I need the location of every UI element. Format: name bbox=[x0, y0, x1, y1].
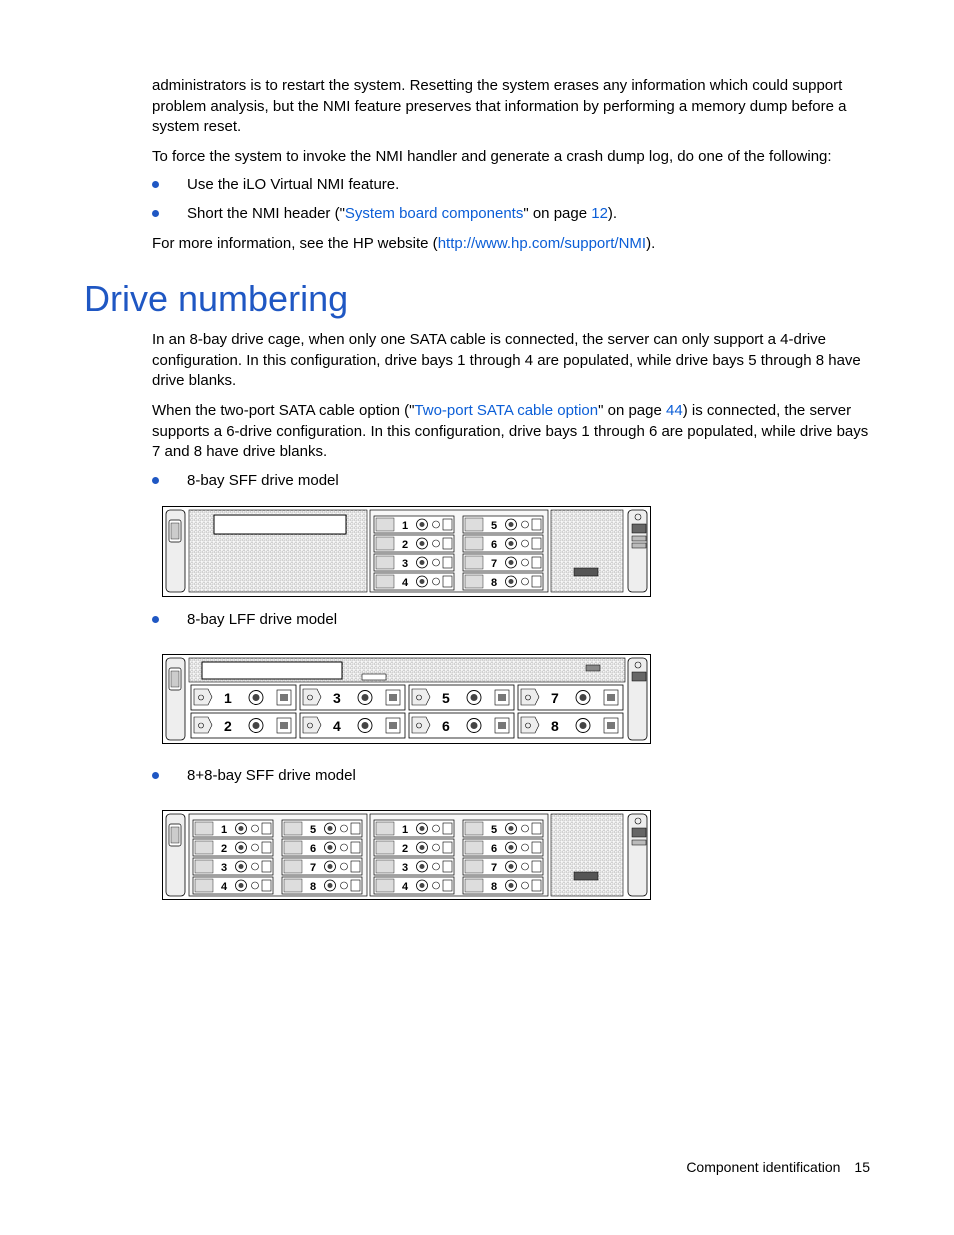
drive-bay-number: 1 bbox=[402, 520, 409, 532]
drive-bay-number: 6 bbox=[491, 843, 498, 855]
drive-bay-number: 4 bbox=[333, 718, 341, 734]
text-fragment: For more information, see the HP website ( bbox=[152, 235, 438, 252]
drive-bay bbox=[374, 877, 454, 894]
drive-bay-number: 2 bbox=[402, 539, 409, 551]
hp-nmi-website-link[interactable]: http://www.hp.com/support/NMI bbox=[437, 235, 647, 252]
drive-bay bbox=[193, 877, 273, 894]
more-info-paragraph bbox=[152, 234, 874, 255]
drive-bay-number: 5 bbox=[442, 690, 450, 706]
drive-bay-number: 8 bbox=[551, 718, 559, 734]
drive-bay bbox=[518, 685, 623, 710]
drive-bay-number: 5 bbox=[491, 520, 498, 532]
text-fragment: ). bbox=[607, 205, 618, 222]
text-fragment: When the two-port SATA cable option (" bbox=[152, 402, 415, 419]
bullet-icon bbox=[152, 181, 159, 188]
bullet-text bbox=[187, 204, 617, 224]
drive-bay bbox=[300, 713, 405, 738]
drive-bay-number: 6 bbox=[491, 539, 498, 551]
text-fragment: Short the NMI header (" bbox=[187, 205, 345, 222]
footer-section-title: Component identification bbox=[686, 1159, 841, 1175]
bullet-icon bbox=[152, 477, 159, 484]
section-heading: Drive numbering bbox=[84, 278, 349, 319]
drive-bay bbox=[374, 535, 454, 552]
drive-bay-number: 1 bbox=[221, 824, 228, 836]
sff-16bay-front-panel-figure bbox=[162, 810, 651, 900]
drive-bay bbox=[463, 516, 543, 533]
drive-bay bbox=[409, 713, 514, 738]
drive-bay bbox=[282, 839, 362, 856]
sff-8bay-front-panel-figure bbox=[162, 506, 651, 597]
drive-bay bbox=[409, 685, 514, 710]
drive-bay bbox=[463, 820, 543, 837]
drive-bay bbox=[374, 858, 454, 875]
drive-bay-number: 5 bbox=[491, 824, 498, 836]
drive-bay-number: 1 bbox=[402, 824, 409, 836]
intro-paragraph: administrators is to restart the system. Resetting the system erases any information which could support problem analysis, but the NMI feature preserves that information by performing a memory dump before a system reset. bbox=[152, 77, 847, 135]
drive-bay-number: 7 bbox=[491, 558, 498, 570]
drive-bay bbox=[374, 839, 454, 856]
drive-bay-number: 3 bbox=[402, 862, 409, 874]
drive-bay bbox=[463, 858, 543, 875]
system-board-components-link[interactable]: System board components bbox=[344, 205, 524, 222]
text-fragment: ) is connected, the server supports a 6-drive configuration. In this configuration, drive bays 1 through 6 are populated, while drive bays 7 and 8 have drive blanks. bbox=[152, 402, 869, 460]
page-44-link[interactable]: 44 bbox=[666, 402, 683, 419]
bullet-text: 8-bay LFF drive model bbox=[187, 611, 338, 628]
drive-bay-number: 7 bbox=[551, 690, 559, 706]
page-footer bbox=[600, 1159, 870, 1175]
page-12-link[interactable]: 12 bbox=[591, 205, 608, 222]
drive-bay-number: 4 bbox=[402, 577, 409, 589]
drive-bay-number: 3 bbox=[402, 558, 409, 570]
drive-bay bbox=[282, 858, 362, 875]
drive-bay bbox=[374, 573, 454, 590]
bullet-icon bbox=[152, 210, 159, 217]
drive-bay bbox=[193, 820, 273, 837]
drive-bay-number: 4 bbox=[402, 881, 409, 893]
drive-bay bbox=[463, 554, 543, 571]
server-front-panel-illustration bbox=[162, 810, 651, 900]
sata-option-paragraph bbox=[152, 401, 874, 463]
drive-bay bbox=[300, 685, 405, 710]
bullet-text: Use the iLO Virtual NMI feature. bbox=[187, 176, 400, 193]
drive-bay bbox=[191, 685, 296, 710]
bullet-icon bbox=[152, 616, 159, 623]
lff-8bay-front-panel-figure bbox=[162, 654, 651, 744]
drive-bay-number: 6 bbox=[310, 843, 317, 855]
drive-bay bbox=[191, 713, 296, 738]
drive-bay-number: 4 bbox=[221, 881, 228, 893]
text-fragment: " on page bbox=[523, 205, 592, 222]
drive-bay bbox=[463, 535, 543, 552]
drive-bay bbox=[463, 839, 543, 856]
drive-bay bbox=[193, 858, 273, 875]
drive-bay-number: 7 bbox=[491, 862, 498, 874]
drive-bay bbox=[193, 839, 273, 856]
drive-bay-number: 3 bbox=[333, 690, 341, 706]
server-front-panel-illustration bbox=[162, 654, 651, 744]
drive-bay-number: 2 bbox=[224, 718, 232, 734]
drive-bay-number: 5 bbox=[310, 824, 317, 836]
drive-bay bbox=[374, 820, 454, 837]
drive-bay bbox=[374, 516, 454, 533]
bullet-text: 8+8-bay SFF drive model bbox=[187, 767, 356, 784]
drive-bay-number: 8 bbox=[491, 577, 498, 589]
drive-bay-number: 6 bbox=[442, 718, 450, 734]
drive-bay-number: 8 bbox=[310, 881, 317, 893]
intro-instruction: To force the system to invoke the NMI handler and generate a crash dump log, do one of the following: bbox=[152, 148, 832, 165]
drive-bay bbox=[518, 713, 623, 738]
drive-bay-number: 2 bbox=[402, 843, 409, 855]
drive-bay bbox=[463, 573, 543, 590]
bullet-icon bbox=[152, 772, 159, 779]
bullet-text: 8-bay SFF drive model bbox=[187, 472, 339, 489]
drive-bay-number: 2 bbox=[221, 843, 228, 855]
drive-bay-number: 3 bbox=[221, 862, 228, 874]
drive-bay-number: 1 bbox=[224, 690, 232, 706]
drive-cage-paragraph: In an 8-bay drive cage, when only one SATA cable is connected, the server can only support a 4-drive configuration. In this configuration, drive bays 1 through 4 are populated, while drive bays 5 through 8 have drive blanks. bbox=[152, 331, 861, 389]
text-fragment: " on page bbox=[598, 402, 667, 419]
drive-bay bbox=[463, 877, 543, 894]
drive-bay-number: 8 bbox=[491, 881, 498, 893]
drive-bay bbox=[282, 820, 362, 837]
drive-bay bbox=[282, 877, 362, 894]
page-number: 15 bbox=[854, 1159, 870, 1175]
server-front-panel-illustration bbox=[162, 506, 651, 597]
two-port-sata-link[interactable]: Two-port SATA cable option bbox=[414, 402, 599, 419]
text-fragment: ). bbox=[646, 235, 656, 252]
drive-bay bbox=[374, 554, 454, 571]
drive-bay-number: 7 bbox=[310, 862, 317, 874]
